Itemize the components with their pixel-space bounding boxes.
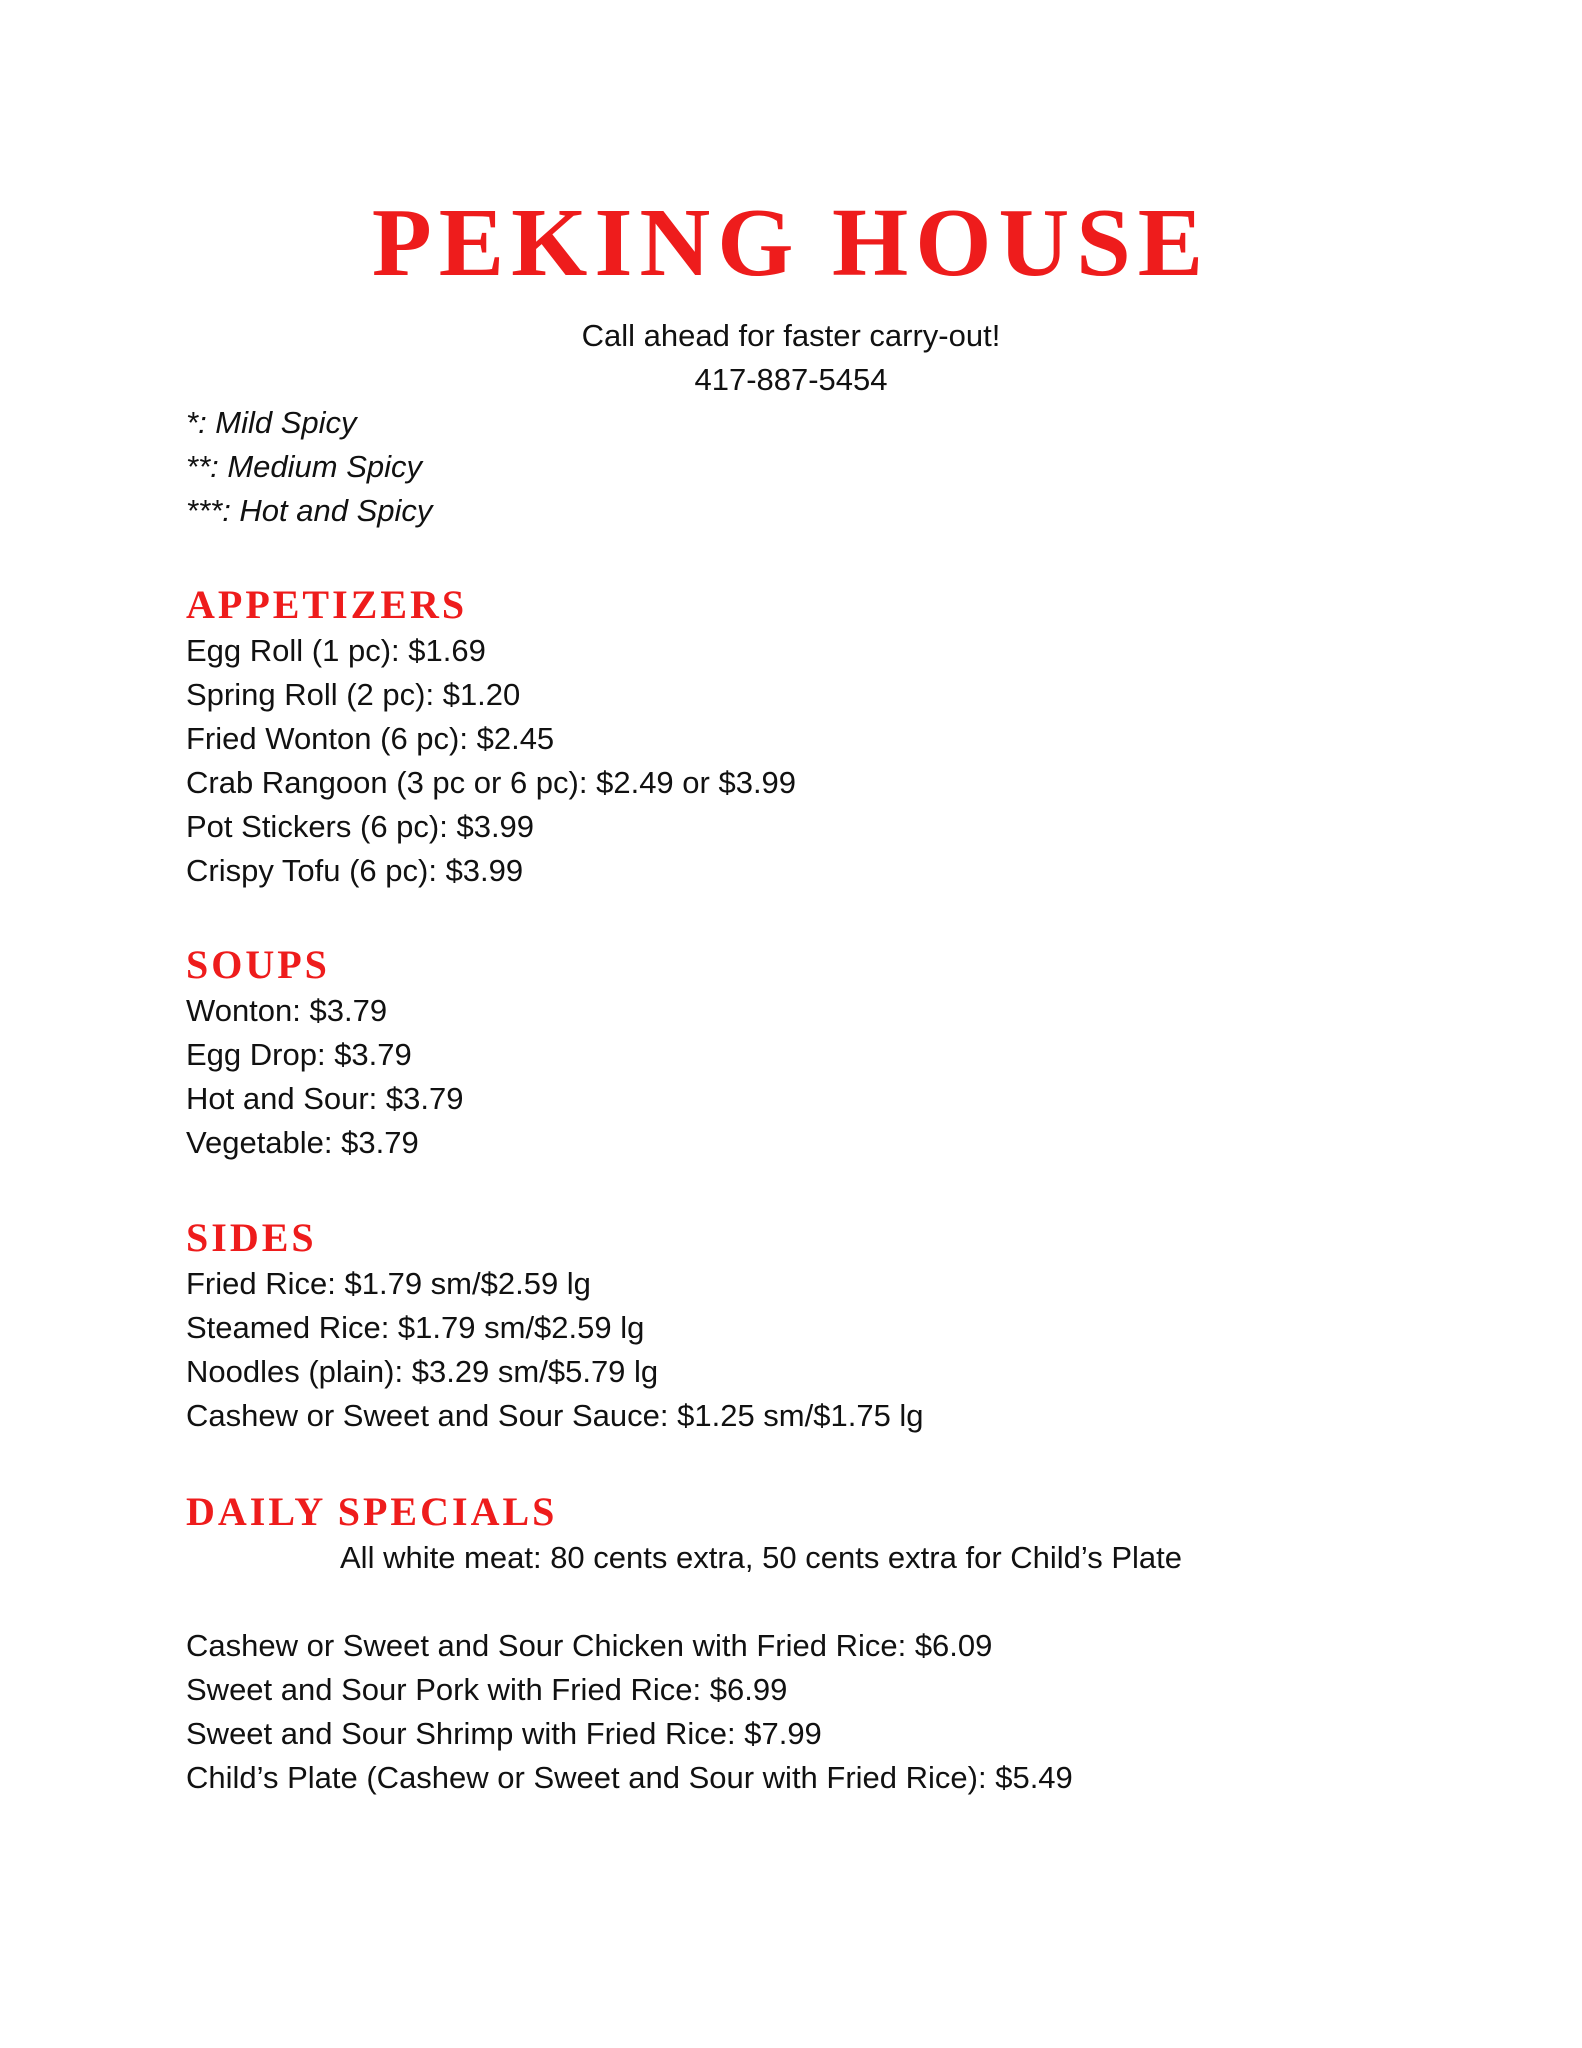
appetizers-heading: APPETIZERS (186, 582, 468, 627)
menu-item: Noodles (plain): $3.29 sm/$5.79 lg (186, 1354, 659, 1389)
sides-section (186, 1214, 1396, 1438)
white-meat-note: All white meat: 80 cents extra, 50 cents extra for Child’s Plate (340, 1540, 1182, 1575)
soups-section (186, 941, 1396, 1165)
spice-legend (186, 401, 432, 533)
appetizers-section (186, 581, 1396, 893)
menu-item: Egg Roll (1 pc): $1.69 (186, 633, 486, 668)
legend-mild: *: Mild Spicy (186, 405, 357, 440)
menu-item: Hot and Sour: $3.79 (186, 1081, 464, 1116)
menu-item: Cashew or Sweet and Sour Sauce: $1.25 sm/$1.75 lg (186, 1398, 924, 1433)
menu-item: Wonton: $3.79 (186, 993, 388, 1028)
soups-list (186, 989, 1396, 1165)
menu-item: Pot Stickers (6 pc): $3.99 (186, 809, 535, 844)
appetizers-list (186, 629, 1396, 893)
menu-item: Vegetable: $3.79 (186, 1125, 419, 1160)
menu-item: Fried Rice: $1.79 sm/$2.59 lg (186, 1266, 591, 1301)
menu-item: Spring Roll (2 pc): $1.20 (186, 677, 521, 712)
legend-hot: ***: Hot and Spicy (186, 493, 433, 528)
menu-item: Crab Rangoon (3 pc or 6 pc): $2.49 or $3.99 (186, 765, 797, 800)
menu-item: Sweet and Sour Pork with Fried Rice: $6.99 (186, 1672, 788, 1707)
menu-item: Cashew or Sweet and Sour Chicken with Fried Rice: $6.09 (186, 1628, 993, 1663)
sides-list (186, 1262, 1396, 1438)
menu-item: Child’s Plate (Cashew or Sweet and Sour with Fried Rice): $5.49 (186, 1760, 1073, 1795)
menu-item: Sweet and Sour Shrimp with Fried Rice: $7.99 (186, 1716, 822, 1751)
spacer (186, 1580, 1396, 1624)
menu-item: Fried Wonton (6 pc): $2.45 (186, 721, 555, 756)
soups-heading: SOUPS (186, 942, 330, 987)
legend-medium: **: Medium Spicy (186, 449, 423, 484)
menu-item: Crispy Tofu (6 pc): $3.99 (186, 853, 524, 888)
menu-item: Egg Drop: $3.79 (186, 1037, 412, 1072)
daily-specials-heading: DAILY SPECIALS (186, 1489, 558, 1534)
menu-item: Steamed Rice: $1.79 sm/$2.59 lg (186, 1310, 645, 1345)
daily-specials-list (186, 1624, 1396, 1800)
phone-number: 417-887-5454 (694, 362, 888, 397)
restaurant-title: PEKING HOUSE (371, 189, 1211, 297)
daily-specials-section (186, 1488, 1396, 1800)
sides-heading: SIDES (186, 1215, 317, 1260)
carry-out-tagline: Call ahead for faster carry-out! (581, 318, 1001, 353)
